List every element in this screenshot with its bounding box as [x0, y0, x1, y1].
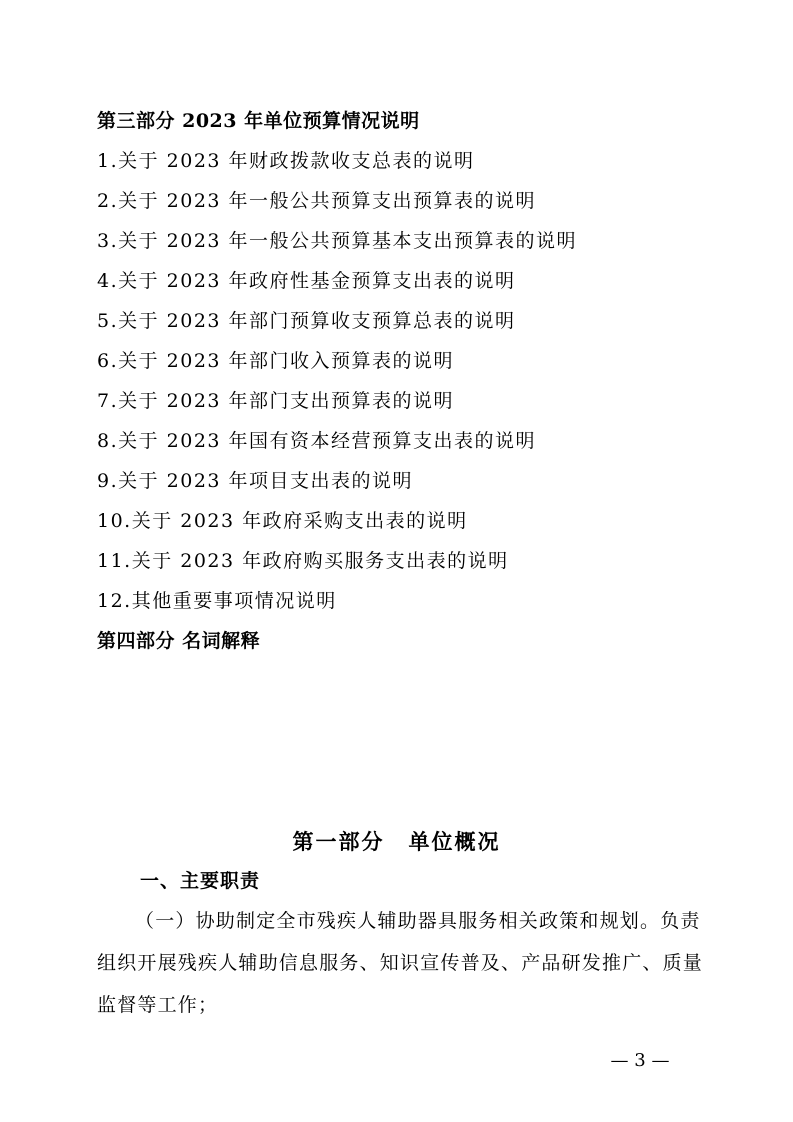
toc-item: 10.关于 2023 年政府采购支出表的说明: [97, 510, 468, 532]
section-heading: 一、主要职责: [140, 870, 261, 892]
toc-item: 2.关于 2023 年一般公共预算支出预算表的说明: [97, 190, 537, 212]
toc-item: 9.关于 2023 年项目支出表的说明: [97, 470, 414, 492]
toc-item: 7.关于 2023 年部门支出预算表的说明: [97, 390, 455, 412]
toc-item: 3.关于 2023 年一般公共预算基本支出预算表的说明: [97, 230, 578, 252]
body-paragraph: （一）协助制定全市残疾人辅助器具服务相关政策和规划。负责组织开展残疾人辅助信息服务、知识宣传普及、产品研发推广、质量监督等工作；: [97, 910, 704, 1016]
toc-item: 4.关于 2023 年政府性基金预算支出表的说明: [97, 270, 516, 292]
toc-item: 12.其他重要事项情况说明: [97, 590, 337, 612]
part1-title-text: 单位概况: [408, 830, 501, 854]
toc-item: 5.关于 2023 年部门预算收支预算总表的说明: [97, 310, 516, 332]
part1-title: [0, 826, 793, 856]
page-number: — 3 —: [610, 1050, 670, 1071]
toc-item: 1.关于 2023 年财政拨款收支总表的说明: [97, 150, 475, 172]
toc-part4-heading: 第四部分 名词解释: [97, 630, 261, 652]
toc-item: 11.关于 2023 年政府购买服务支出表的说明: [97, 550, 509, 572]
toc-part3-heading: 第三部分 2023 年单位预算情况说明: [97, 110, 420, 132]
toc-item: 6.关于 2023 年部门收入预算表的说明: [97, 350, 455, 372]
part1-title-label: 第一部分: [292, 830, 385, 854]
toc-item: 8.关于 2023 年国有资本经营预算支出表的说明: [97, 430, 537, 452]
